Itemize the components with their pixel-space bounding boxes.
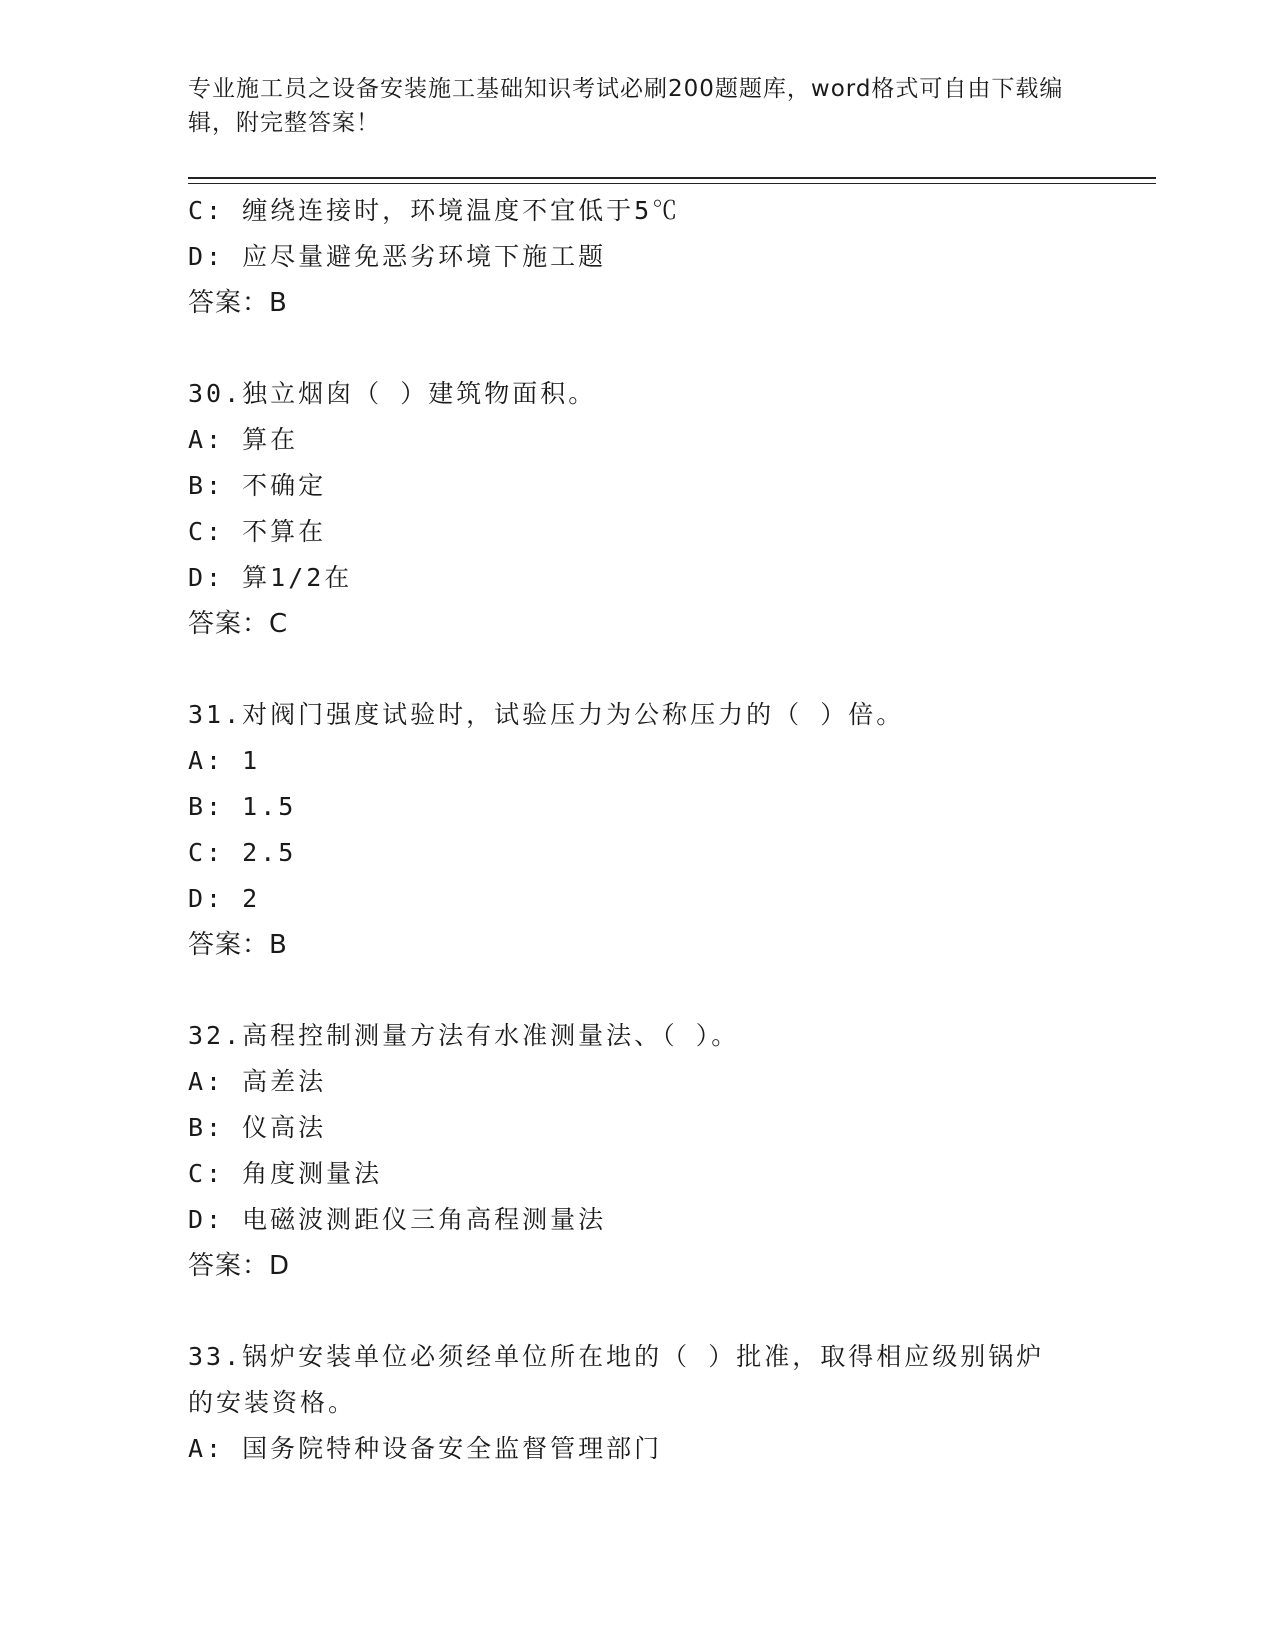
option-a: A: 国务院特种设备安全监督管理部门 [188, 1434, 663, 1463]
document-header: 专业施工员之设备安装施工基础知识考试必刷200题题库，word格式可自由下载编辑，附完整答案！ [188, 76, 1064, 136]
option-d: D: 2 [188, 884, 261, 913]
carryover-block [188, 188, 1088, 326]
option-c: C: 缠绕连接时，环境温度不宜低于5℃ [188, 196, 681, 225]
header-rule-thin [188, 183, 1156, 184]
option-a: A: 高差法 [188, 1067, 327, 1096]
option-c: C: 角度测量法 [188, 1159, 383, 1188]
option-a: A: 算在 [188, 425, 299, 454]
option-b: B: 1.5 [188, 792, 297, 821]
question-list [188, 188, 1088, 1472]
answer-line: 答案：B [188, 930, 288, 960]
option-d: D: 算1/2在 [188, 563, 353, 592]
question-33 [188, 1334, 1088, 1472]
question-stem: 33.锅炉安装单位必须经单位所在地的（ ）批准，取得相应级别锅炉的安装资格。 [188, 1342, 1045, 1417]
option-b: B: 仪高法 [188, 1113, 327, 1142]
answer-line: 答案：B [188, 288, 288, 318]
option-d: D: 电磁波测距仪三角高程测量法 [188, 1205, 607, 1234]
option-d: D: 应尽量避免恶劣环境下施工题 [188, 242, 607, 271]
question-stem: 30.独立烟囱（ ）建筑物面积。 [188, 379, 597, 408]
option-b: B: 不确定 [188, 471, 327, 500]
question-stem: 32.高程控制测量方法有水准测量法、（ ）。 [188, 1021, 740, 1050]
question-30 [188, 371, 1088, 647]
option-a: A: 1 [188, 746, 261, 775]
option-c: C: 不算在 [188, 517, 327, 546]
question-stem: 31.对阀门强度试验时，试验压力为公称压力的（ ）倍。 [188, 700, 905, 729]
answer-line: 答案：D [188, 1251, 291, 1281]
answer-line: 答案：C [188, 609, 289, 639]
question-31 [188, 692, 1088, 968]
question-32 [188, 1013, 1088, 1289]
header-rule-thick [188, 177, 1156, 179]
option-c: C: 2.5 [188, 838, 297, 867]
